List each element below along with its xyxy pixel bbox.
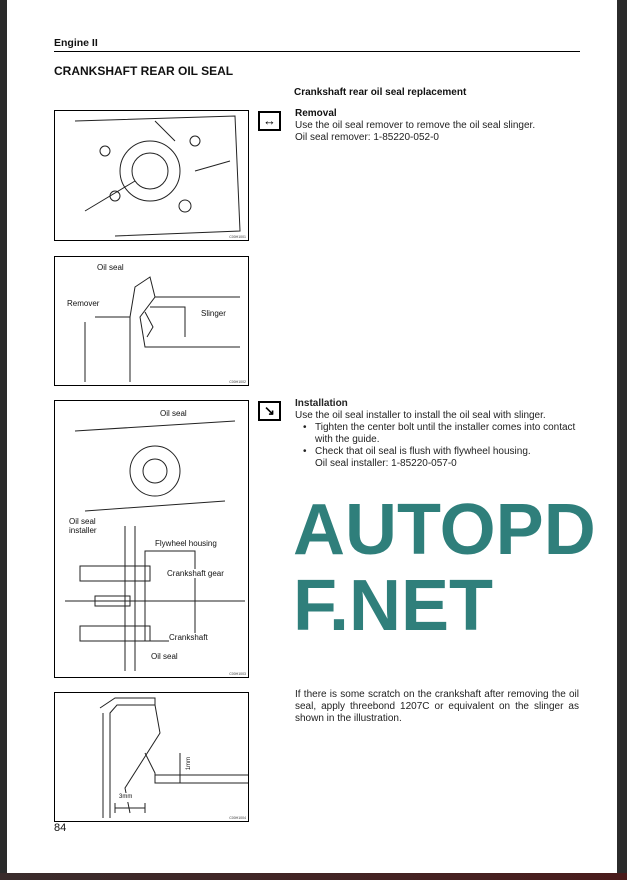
installer-tool: Oil seal installer: 1-85220-057-0 (315, 458, 457, 469)
label-crankshaft-gear: Crankshaft gear (167, 569, 224, 578)
label-crankshaft: Crankshaft (169, 633, 208, 642)
figure-code: C00H1004 (229, 816, 246, 820)
label-dimension-3mm: 3mm (119, 794, 133, 800)
taskbar (0, 873, 627, 880)
label-oil-seal: Oil seal (97, 263, 124, 272)
note-paragraph: If there is some scratch on the crankshaft after removing the oil seal, apply threebond 1207C or equivalent on the slinger as shown in the illustration. (295, 689, 579, 724)
document-page (7, 0, 617, 873)
remove-arrows-icon: ↔ (258, 111, 281, 131)
label-slinger: Slinger (201, 309, 226, 318)
figure-code: C00H1001 (229, 235, 246, 239)
removal-heading: Removal (295, 108, 337, 119)
header-rule (54, 51, 580, 52)
bullet-text: Tighten the center bolt until the installer comes into contact with the guide. (315, 422, 576, 445)
figure-remover-detail (54, 256, 249, 386)
removal-tool: Oil seal remover: 1-85220-052-0 (295, 132, 439, 143)
section-header: Engine II (54, 37, 98, 49)
label-oil-seal-installer: Oil seal installer (69, 517, 113, 535)
figure-code: C00H1003 (229, 672, 246, 676)
figure-slinger-sealant (54, 692, 249, 822)
watermark: AUTOPDF.NET (293, 490, 596, 646)
installation-instruction: Use the oil seal installer to install the oil seal with slinger. (295, 410, 546, 421)
label-flywheel-housing: Flywheel housing (155, 539, 217, 548)
bullet-item: • Check that oil seal is flush with flywheel housing. Oil seal installer: 1-85220-057-0 (303, 446, 579, 470)
page-number: 84 (54, 822, 67, 834)
page-title: CRANKSHAFT REAR OIL SEAL (54, 64, 234, 78)
install-arrow-icon: ↘ (258, 401, 281, 421)
label-remover: Remover (67, 299, 100, 308)
procedure-subtitle: Crankshaft rear oil seal replacement (294, 87, 467, 98)
installation-heading: Installation (295, 398, 348, 409)
label-oil-seal-top: Oil seal (160, 409, 187, 418)
label-dimension-1mm: 1mm (186, 756, 193, 771)
figure-removal-overview (54, 110, 249, 241)
removal-text (295, 108, 579, 144)
bullet-item: • Tighten the center bolt until the installer comes into contact with the guide. (303, 422, 579, 446)
installation-text (295, 398, 579, 470)
label-oil-seal: Oil seal (151, 652, 178, 661)
figure-code: C00H1002 (229, 380, 246, 384)
figure-installation (54, 400, 249, 678)
bullet-text: Check that oil seal is flush with flywheel housing. (315, 446, 531, 457)
removal-instruction: Use the oil seal remover to remove the oil seal slinger. (295, 120, 536, 131)
